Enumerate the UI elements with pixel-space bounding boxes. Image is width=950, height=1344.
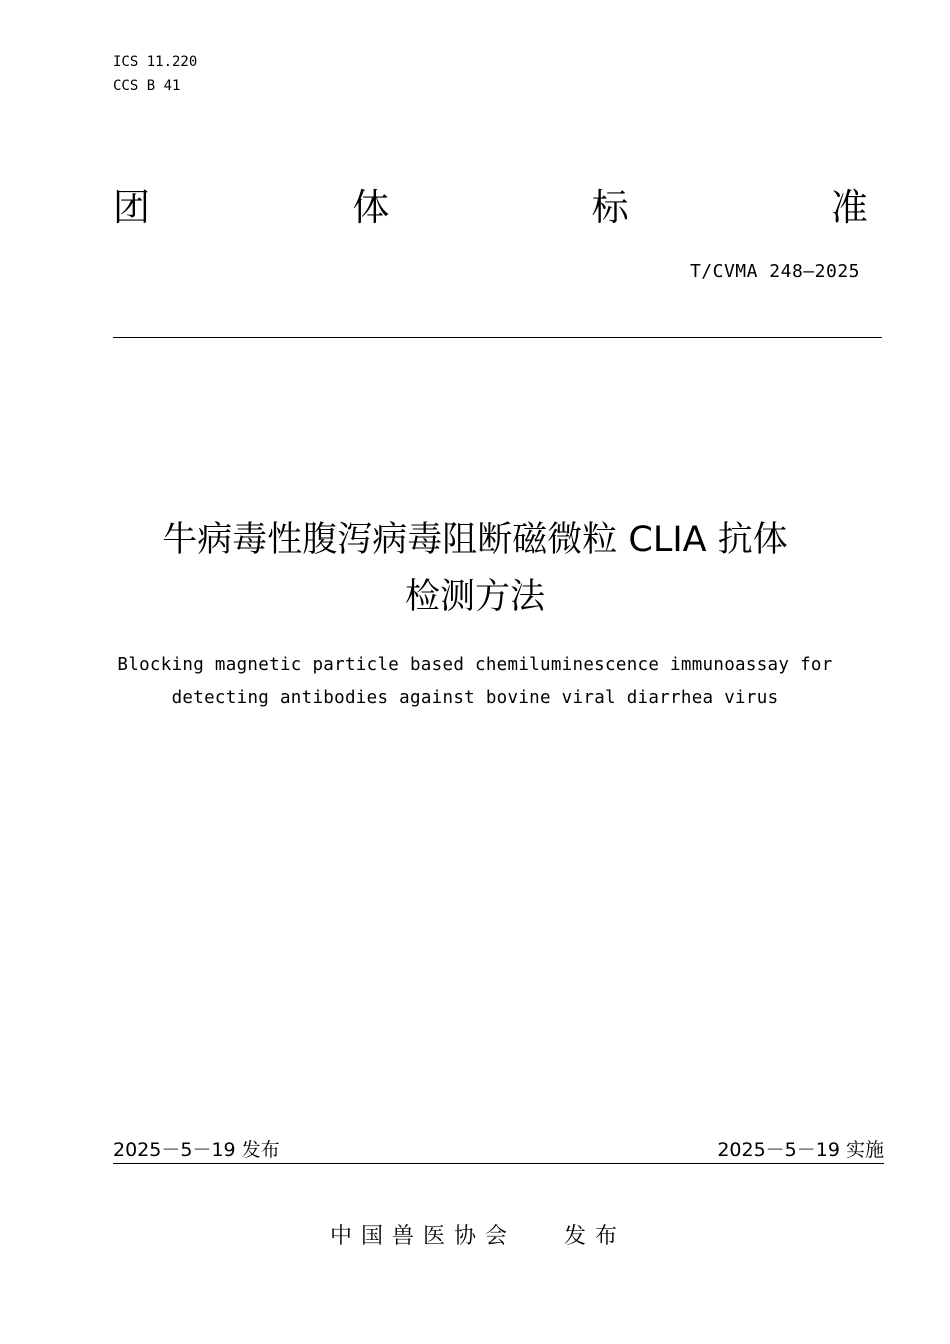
title-english-line2: detecting antibodies against bovine viral diarrhea virus	[171, 688, 779, 708]
title-chinese-line1: 牛病毒性腹泻病毒阻断磁微粒 CLIA 抗体	[162, 520, 788, 560]
publisher-action: 发布	[564, 1224, 627, 1249]
standard-type-heading	[113, 183, 868, 233]
ics-code: ICS 11.220	[113, 54, 198, 70]
publish-date: 2025－5－19 发布	[113, 1139, 280, 1161]
standard-type-char: 准	[830, 186, 868, 229]
title-chinese-line2: 检测方法	[404, 577, 545, 617]
classification-codes	[113, 50, 197, 98]
standard-type-char: 标	[591, 186, 629, 229]
footer-divider	[113, 1163, 884, 1164]
publisher-line	[330, 1222, 626, 1252]
publisher-name: 中国兽医协会	[330, 1224, 517, 1249]
ccs-code: CCS B 41	[113, 78, 181, 94]
standard-code: T/CVMA 248—2025	[689, 261, 860, 282]
standard-type-char: 团	[113, 186, 150, 229]
title-english-line1: Blocking magnetic particle based chemiluminescence immunoassay for	[117, 655, 833, 675]
standard-type-char: 体	[352, 186, 390, 229]
header-divider	[113, 337, 882, 338]
implementation-date: 2025－5－19 实施	[717, 1139, 884, 1161]
